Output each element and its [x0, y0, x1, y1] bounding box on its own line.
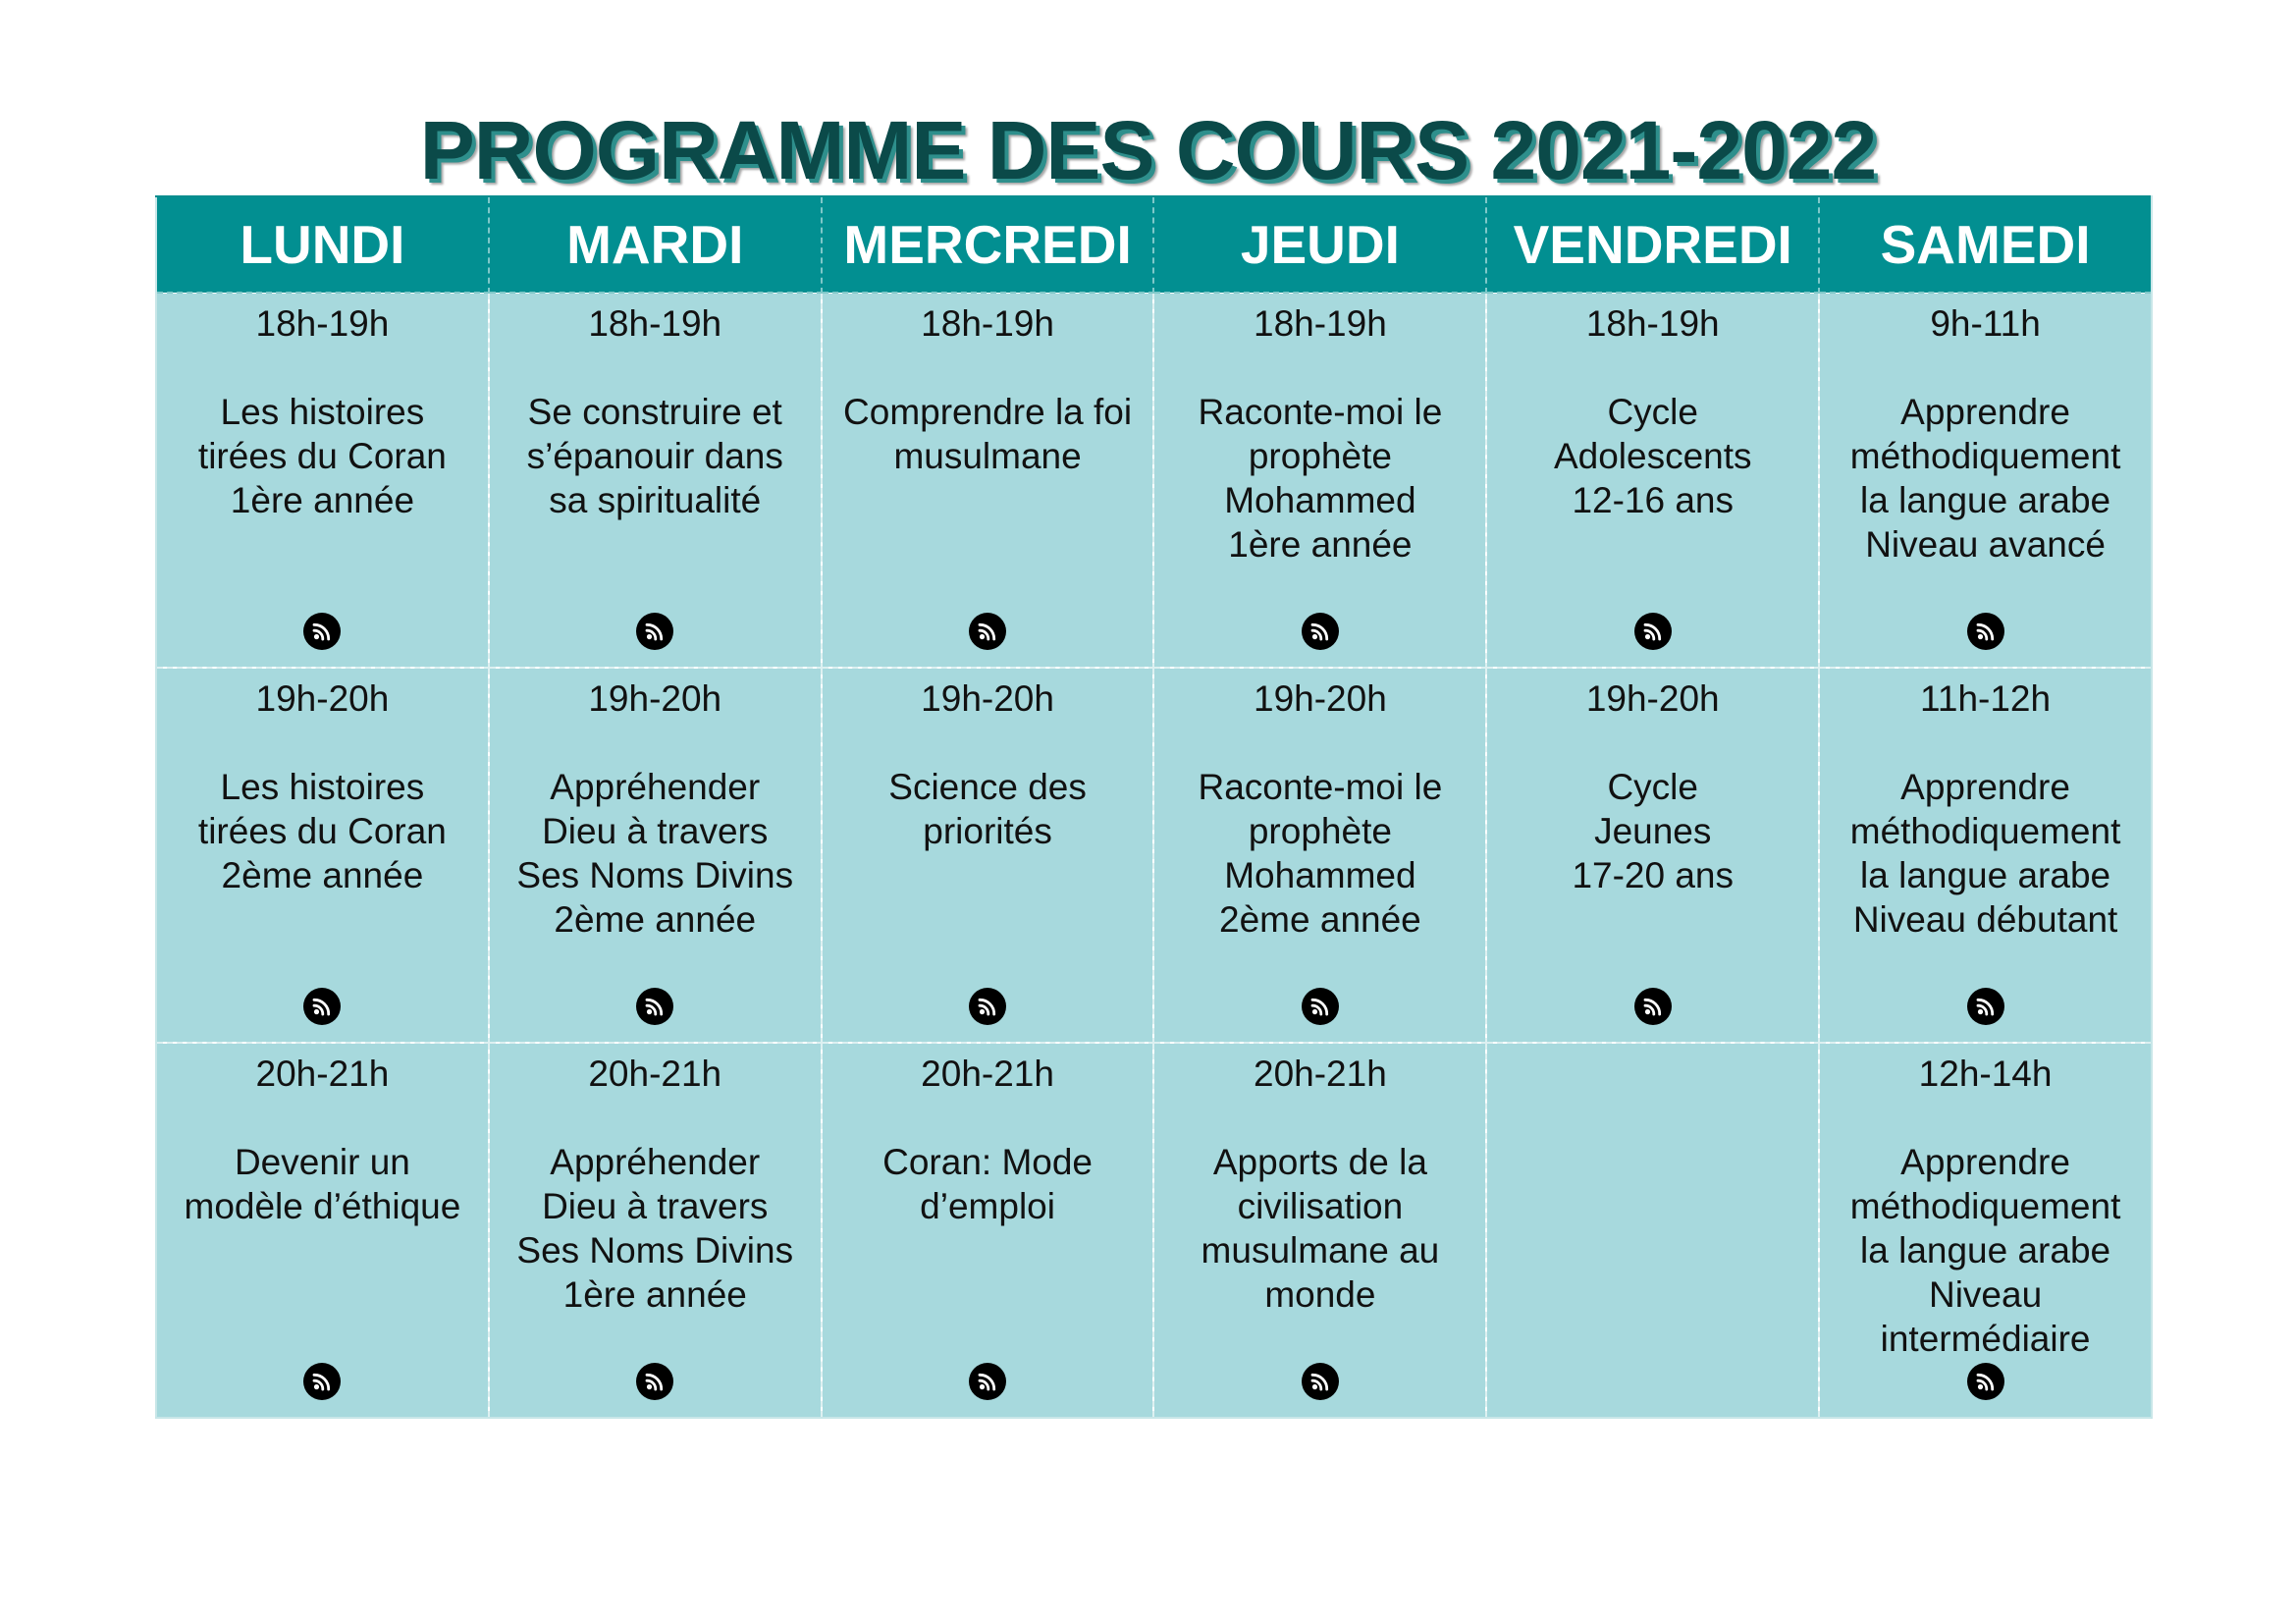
course-title: Appréhender Dieu à travers Ses Noms Divins 1ère année: [516, 1142, 794, 1315]
course-cell-friday: [1486, 668, 1819, 1043]
course-cell-tuesday: [489, 668, 822, 1043]
rss-feed-icon[interactable]: [969, 1363, 1006, 1400]
course-title: Comprendre la foi musulmane: [843, 392, 1133, 476]
course-title: Coran: Mode d’emploi: [882, 1142, 1094, 1226]
course-title: Se construire et s’épanouir dans sa spiritualité: [526, 392, 783, 520]
course-time: 20h-21h: [588, 1054, 722, 1094]
rss-feed-glyph: [1967, 988, 2004, 1025]
course-title: Les histoires tirées du Coran 2ème année: [197, 767, 447, 895]
course-time: 12h-14h: [1918, 1054, 2053, 1094]
schedule-body: [156, 293, 2152, 1418]
course-cell-saturday: [1819, 1043, 2152, 1418]
course-time: 19h-20h: [1585, 678, 1720, 719]
course-time: 18h-19h: [588, 303, 722, 344]
rss-feed-icon[interactable]: [1967, 613, 2004, 650]
course-title: Cycle Jeunes 17-20 ans: [1572, 767, 1735, 895]
rss-feed-icon[interactable]: [1302, 1363, 1339, 1400]
rss-feed-icon[interactable]: [303, 1363, 341, 1400]
course-title: Apprendre méthodiquement la langue arabe Niveau avancé: [1849, 392, 2121, 565]
rss-feed-glyph: [1302, 1363, 1339, 1400]
course-time: 20h-21h: [921, 1054, 1054, 1094]
course-time: 19h-20h: [255, 678, 390, 719]
course-time: 18h-19h: [1254, 303, 1387, 344]
rss-feed-icon[interactable]: [1634, 988, 1672, 1025]
course-cell-wednesday: [822, 668, 1154, 1043]
course-title: Les histoires tirées du Coran 1ère année: [197, 392, 447, 520]
schedule-row: [156, 293, 2152, 668]
rss-feed-glyph: [1967, 1363, 2004, 1400]
course-title: Apprendre méthodiquement la langue arabe Niveau intermédiaire: [1849, 1142, 2121, 1359]
course-cell-monday: [156, 293, 489, 668]
rss-feed-glyph: [636, 988, 673, 1025]
rss-feed-glyph: [636, 613, 673, 650]
course-title: Science des priorités: [888, 767, 1087, 851]
page-title: PROGRAMME DES COURS 2021-2022: [419, 104, 1877, 196]
day-header-thursday: JEUDI: [1153, 196, 1486, 293]
course-title: Appréhender Dieu à travers Ses Noms Divins 2ème année: [516, 767, 794, 940]
rss-feed-glyph: [1302, 988, 1339, 1025]
rss-feed-icon[interactable]: [969, 613, 1006, 650]
rss-feed-icon[interactable]: [1302, 988, 1339, 1025]
rss-feed-icon[interactable]: [1967, 1363, 2004, 1400]
course-time: 20h-21h: [1254, 1054, 1387, 1094]
rss-feed-glyph: [1634, 988, 1672, 1025]
schedule-table: [155, 195, 2153, 1419]
day-header-tuesday: MARDI: [489, 196, 822, 293]
day-header-saturday: SAMEDI: [1819, 196, 2152, 293]
course-title: Apprendre méthodiquement la langue arabe Niveau débutant: [1849, 767, 2121, 940]
day-header-row: [156, 196, 2152, 293]
rss-feed-icon[interactable]: [1634, 613, 1672, 650]
course-cell-saturday: [1819, 668, 2152, 1043]
course-time: 19h-20h: [921, 678, 1054, 719]
day-header-monday: LUNDI: [156, 196, 489, 293]
day-header-friday: VENDREDI: [1486, 196, 1819, 293]
course-time: 18h-19h: [1585, 303, 1720, 344]
rss-feed-glyph: [1302, 613, 1339, 650]
course-time: 18h-19h: [921, 303, 1054, 344]
rss-feed-glyph: [969, 1363, 1006, 1400]
rss-feed-icon[interactable]: [1967, 988, 2004, 1025]
course-title: Devenir un modèle d’éthique: [184, 1142, 461, 1226]
course-time: 11h-12h: [1920, 678, 2052, 719]
course-time: 19h-20h: [588, 678, 722, 719]
course-cell-thursday: [1153, 293, 1486, 668]
rss-feed-icon[interactable]: [969, 988, 1006, 1025]
rss-feed-glyph: [1634, 613, 1672, 650]
rss-feed-icon[interactable]: [636, 1363, 673, 1400]
course-cell-friday: [1486, 1043, 1819, 1418]
course-cell-friday: [1486, 293, 1819, 668]
course-cell-wednesday: [822, 293, 1154, 668]
rss-feed-icon[interactable]: [303, 613, 341, 650]
course-cell-thursday: [1153, 1043, 1486, 1418]
course-title: Apports de la civilisation musulmane au monde: [1201, 1142, 1440, 1315]
course-time: 18h-19h: [255, 303, 390, 344]
course-time: 20h-21h: [255, 1054, 390, 1094]
rss-feed-icon[interactable]: [303, 988, 341, 1025]
course-cell-saturday: [1819, 293, 2152, 668]
rss-feed-glyph: [969, 988, 1006, 1025]
course-time: 9h-11h: [1930, 303, 2041, 344]
course-title: Raconte-moi le prophète Mohammed 1ère année: [1198, 392, 1443, 565]
course-title: Cycle Adolescents 12-16 ans: [1553, 392, 1752, 520]
course-cell-thursday: [1153, 668, 1486, 1043]
course-cell-tuesday: [489, 1043, 822, 1418]
course-cell-monday: [156, 1043, 489, 1418]
course-cell-tuesday: [489, 293, 822, 668]
day-header-wednesday: MERCREDI: [822, 196, 1154, 293]
rss-feed-glyph: [969, 613, 1006, 650]
rss-feed-glyph: [303, 1363, 341, 1400]
course-title: Raconte-moi le prophète Mohammed 2ème année: [1198, 767, 1443, 940]
rss-feed-icon[interactable]: [636, 988, 673, 1025]
rss-feed-glyph: [303, 988, 341, 1025]
rss-feed-icon[interactable]: [1302, 613, 1339, 650]
rss-feed-icon[interactable]: [636, 613, 673, 650]
rss-feed-glyph: [636, 1363, 673, 1400]
schedule-row: [156, 1043, 2152, 1418]
rss-feed-glyph: [303, 613, 341, 650]
course-time: 19h-20h: [1254, 678, 1387, 719]
course-cell-monday: [156, 668, 489, 1043]
course-cell-wednesday: [822, 1043, 1154, 1418]
rss-feed-glyph: [1967, 613, 2004, 650]
schedule-row: [156, 668, 2152, 1043]
